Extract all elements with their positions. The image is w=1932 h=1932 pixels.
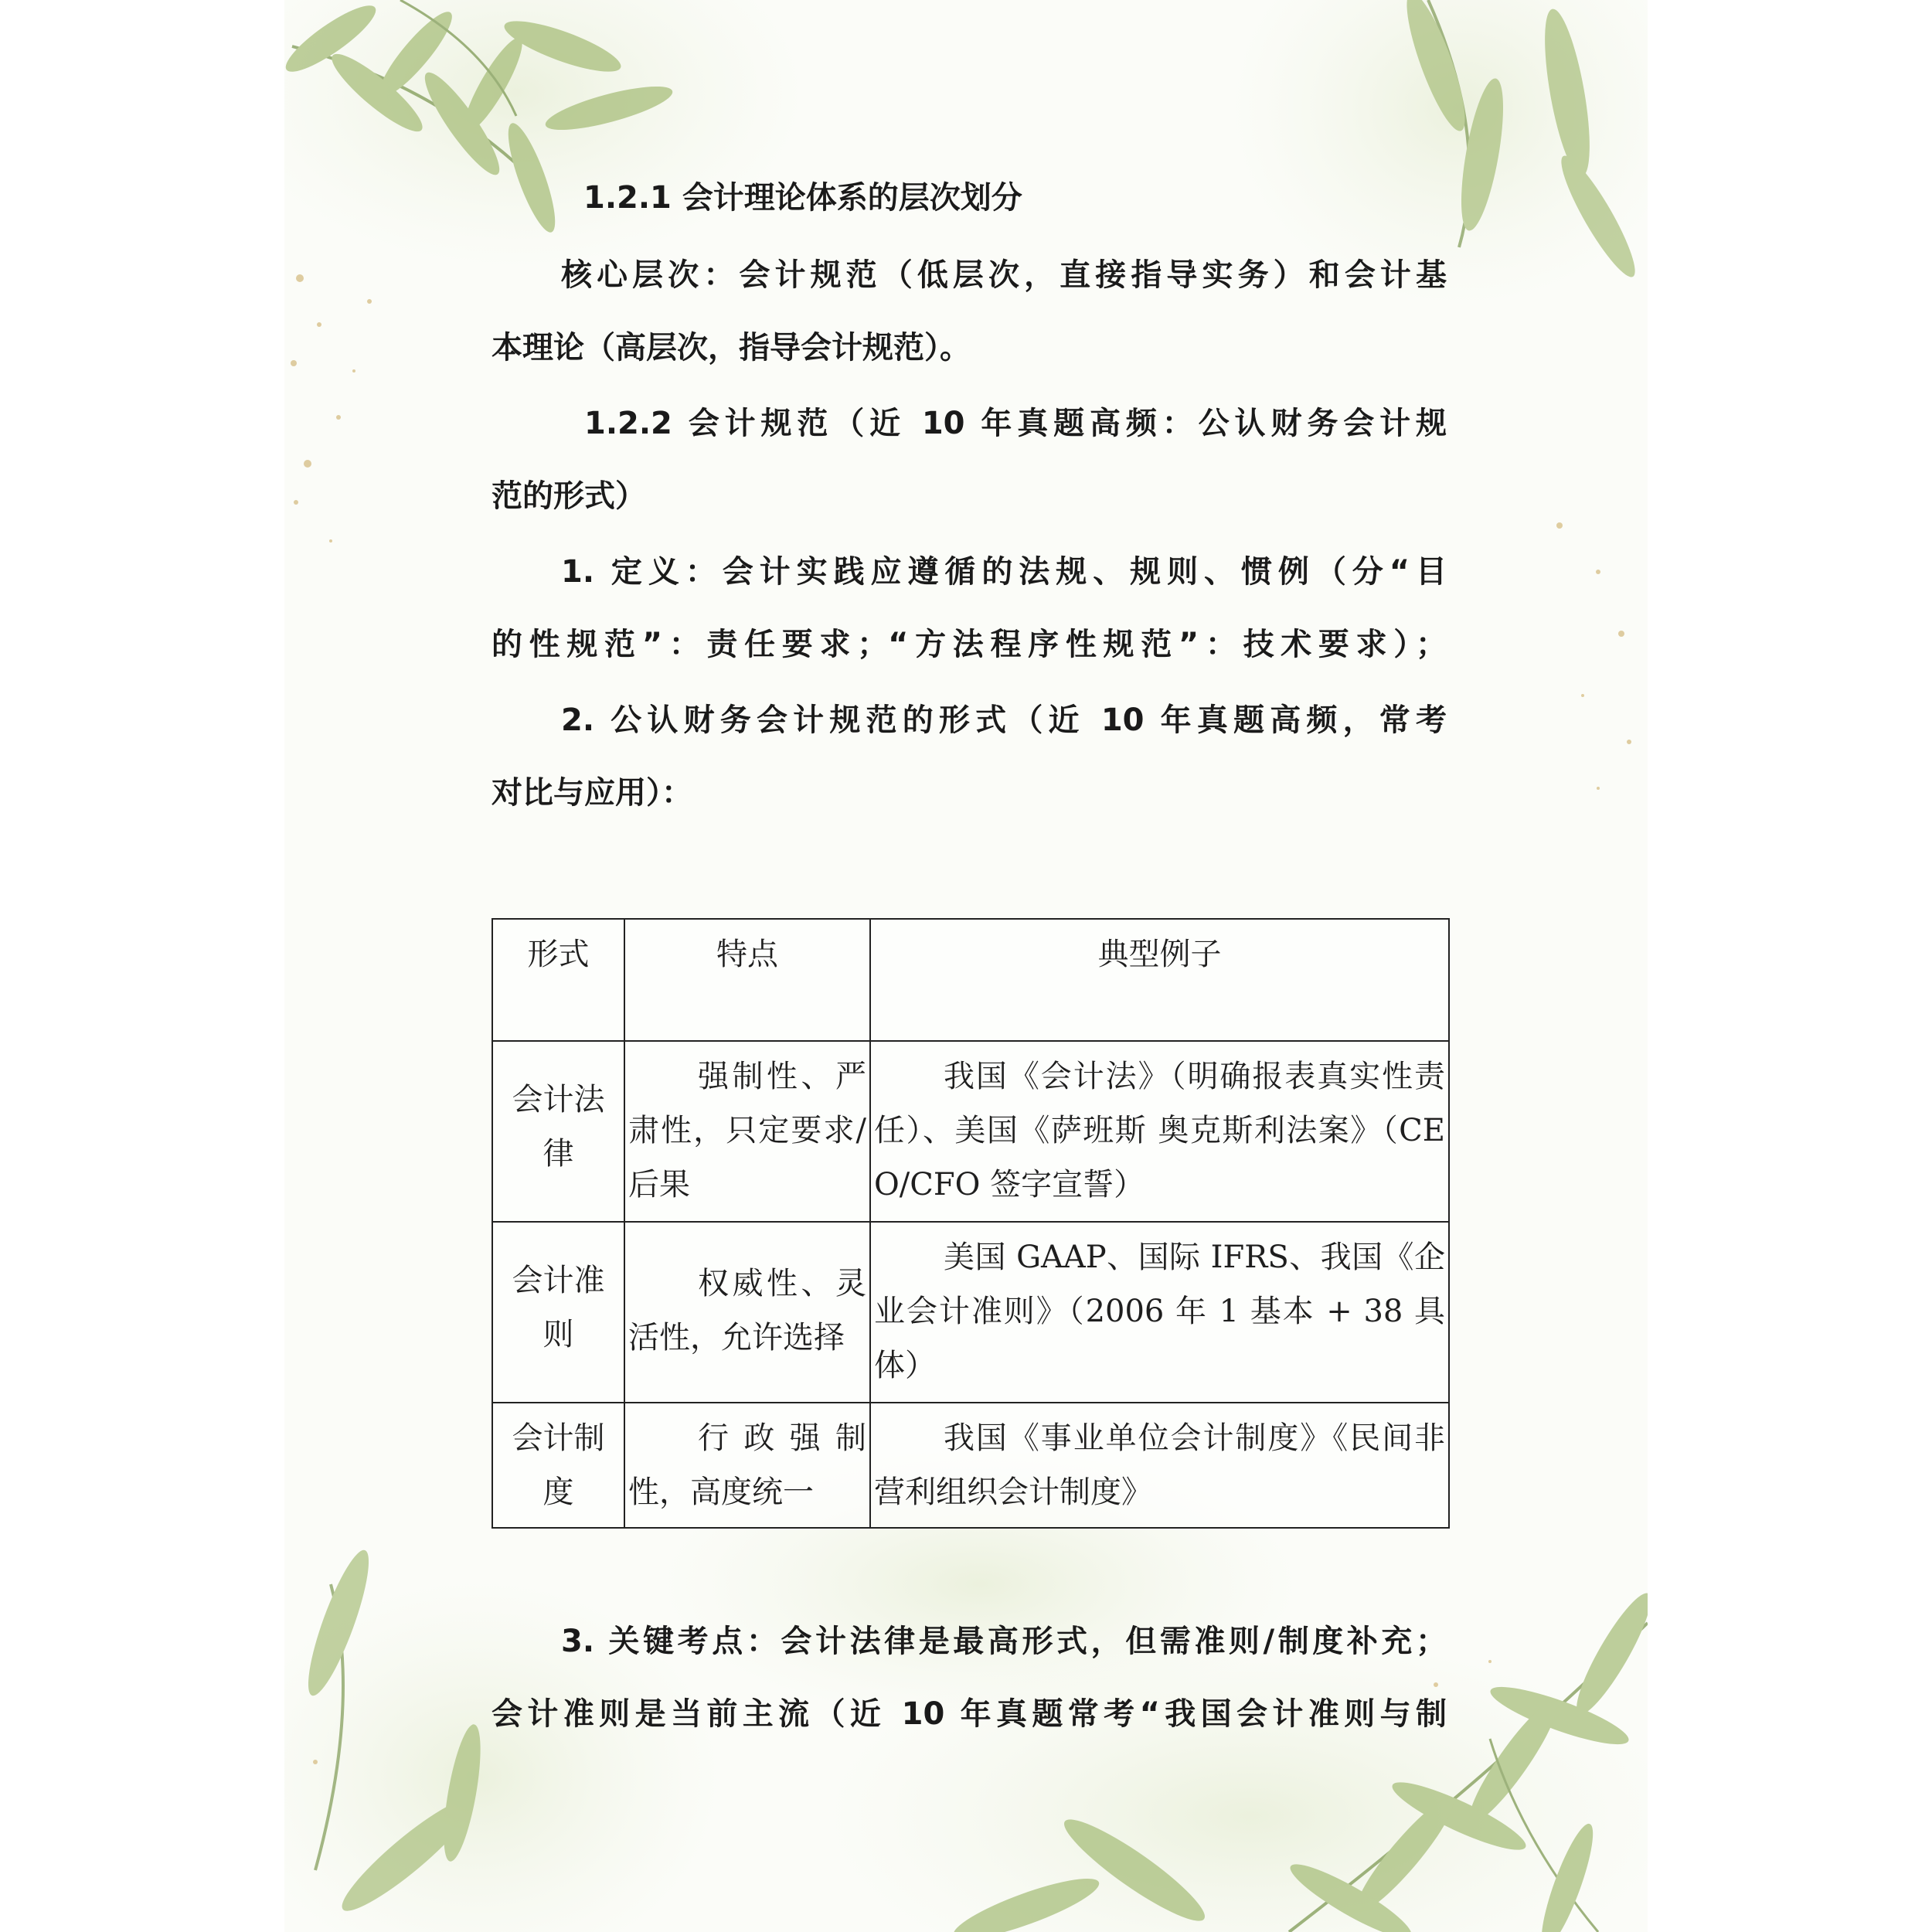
core-levels-line-2: 本理论（高层次，指导会计规范）。 <box>492 330 971 366</box>
table-row <box>492 1403 1449 1528</box>
forms-intro-line-1: 2. 公认财务会计规范的形式（近 10 年真题高频，常考 <box>561 702 1447 738</box>
core-levels-line-1: 核心层次：会计规范（低层次，直接指导实务）和会计基 <box>561 257 1447 293</box>
table-row <box>492 1222 1449 1403</box>
section-heading-1-2-2-line-1: 1.2.2 会计规范（近 10 年真题高频：公认财务会计规 <box>584 406 1447 441</box>
table-header-features: 特点 <box>624 919 870 1041</box>
section-heading-1-2-2-line-2: 范的形式） <box>492 478 646 514</box>
examples-cell: 我国《会计法》（明确报表真实性责任）、美国《萨班斯 奥克斯利法案》（CEO/CFO 签字宣誓） <box>870 1041 1449 1222</box>
features-cell: 权威性、灵活性，允许选择 <box>624 1222 870 1403</box>
table-header-examples: 典型例子 <box>870 919 1449 1041</box>
features-cell: 行政强制性，高度统一 <box>624 1403 870 1528</box>
key-point-line-2: 会计准则是当前主流（近 10 年真题常考“我国会计准则与制 <box>492 1696 1447 1732</box>
examples-cell: 我国《事业单位会计制度》《民间非营利组织会计制度》 <box>870 1403 1449 1528</box>
document-page <box>284 0 1648 1932</box>
forms-intro-line-2: 对比与应用）： <box>492 775 692 811</box>
accounting-norms-table <box>492 918 1450 1529</box>
definition-line-2: 的性规范”：责任要求；“方法程序性规范”：技术要求）； <box>492 627 1447 662</box>
table-header-row <box>492 919 1449 1041</box>
features-cell: 强制性、严肃性，只定要求/ 后果 <box>624 1041 870 1222</box>
section-heading-1-2-1: 1.2.1 会计理论体系的层次划分 <box>583 180 1022 216</box>
document-body <box>284 0 1648 1932</box>
form-cell: 会计准则 <box>492 1222 624 1403</box>
definition-line-1: 1. 定义：会计实践应遵循的法规、规则、惯例（分“目 <box>561 554 1447 590</box>
table-header-form: 形式 <box>492 919 624 1041</box>
table-row <box>492 1041 1449 1222</box>
form-cell: 会计制度 <box>492 1403 624 1528</box>
key-point-line-1: 3. 关键考点：会计法律是最高形式，但需准则/制度补充； <box>561 1624 1447 1659</box>
form-cell: 会计法律 <box>492 1041 624 1222</box>
examples-cell: 美国 GAAP、国际 IFRS、我国《企业会计准则》（2006 年 1 基本 + 38 具体） <box>870 1222 1449 1403</box>
